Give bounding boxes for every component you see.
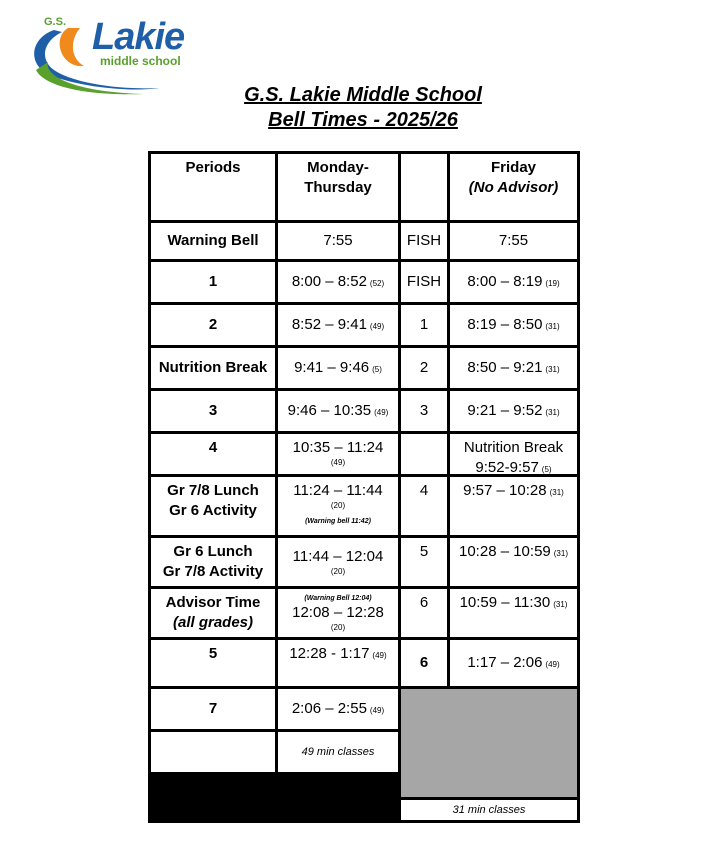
fri-period-3: 3 [401,391,447,431]
mt-period-2: 8:52 – 9:41 (49) [278,305,398,345]
fri-time-4: 9:57 – 10:28 (31) [450,477,577,535]
header-blank [401,154,447,220]
friday-empty-block [401,689,577,797]
label-period-2: 2 [151,305,275,345]
fri-time-1: 8:19 – 8:50 (31) [450,305,577,345]
mt-warning-bell: 7:55 [278,223,398,259]
mt-nutrition-break: 9:41 – 9:46 (5) [278,348,398,388]
fri-time-6: 10:59 – 11:30 (31) [450,589,577,637]
fri-period-warning: FISH [401,223,447,259]
label-nutrition-break: Nutrition Break [151,348,275,388]
label-period-5: 5 [151,640,275,686]
page-title: G.S. Lakie Middle School [244,84,482,106]
fri-time-2: 8:50 – 9:21 (31) [450,348,577,388]
footer-blank [151,732,275,772]
fri-period-blank [401,434,447,474]
logo-lakie-text: Lakie [92,16,185,58]
label-period-7: 7 [151,689,275,729]
label-warning-bell: Warning Bell [151,223,275,259]
logo-gs-text: G.S. [44,16,67,28]
label-advisor-time: Advisor Time (all grades) [151,589,275,637]
logo-subtitle-text: middle school [100,54,181,68]
fri-time-fish: 8:00 – 8:19 (19) [450,262,577,302]
label-period-1: 1 [151,262,275,302]
label-gr78-lunch: Gr 7/8 Lunch Gr 6 Activity [151,477,275,535]
bell-times-table [148,151,580,823]
fri-period-1: 1 [401,305,447,345]
fri-period-5: 5 [401,538,447,586]
fri-period-fish: FISH [401,262,447,302]
footer-fri-classes: 31 min classes [401,800,577,820]
header-periods: Periods [151,154,275,220]
fri-time-5: 10:28 – 10:59 (31) [450,538,577,586]
fri-period-4: 4 [401,477,447,535]
mt-period-5: 12:28 - 1:17 (49) [278,640,398,686]
mt-advisor-time: (Warning Bell 12:04) 12:08 – 12:28 (20) [278,589,398,637]
fri-period-6: 6 [401,589,447,637]
mt-period-6: 1:17 – 2:06 (49) [450,640,577,686]
mt-period-7: 2:06 – 2:55 (49) [278,689,398,729]
label-gr6-lunch: Gr 6 Lunch Gr 7/8 Activity [151,538,275,586]
fri-nutrition-break: Nutrition Break 9:52-9:57 (5) [450,434,577,474]
label-period-6: 6 [401,640,447,686]
mt-period-1: 8:00 – 8:52 (52) [278,262,398,302]
fri-period-2: 2 [401,348,447,388]
label-period-4: 4 [151,434,275,474]
fri-warning-bell: 7:55 [450,223,577,259]
footer-mt-classes: 49 min classes [278,732,398,772]
fri-time-3: 9:21 – 9:52 (31) [450,391,577,431]
mt-gr78-lunch: 11:24 – 11:44 (20) (Warning bell 11:42) [278,477,398,535]
mt-period-3: 9:46 – 10:35 (49) [278,391,398,431]
label-period-3: 3 [151,391,275,431]
mt-period-4: 10:35 – 11:24 (49) [278,434,398,474]
page-subtitle: Bell Times - 2025/26 [268,109,458,131]
header-monday-thursday: Monday- Thursday [278,154,398,220]
header-friday: Friday (No Advisor) [450,154,577,220]
mt-gr6-lunch: 11:44 – 12:04 (20) [278,538,398,586]
